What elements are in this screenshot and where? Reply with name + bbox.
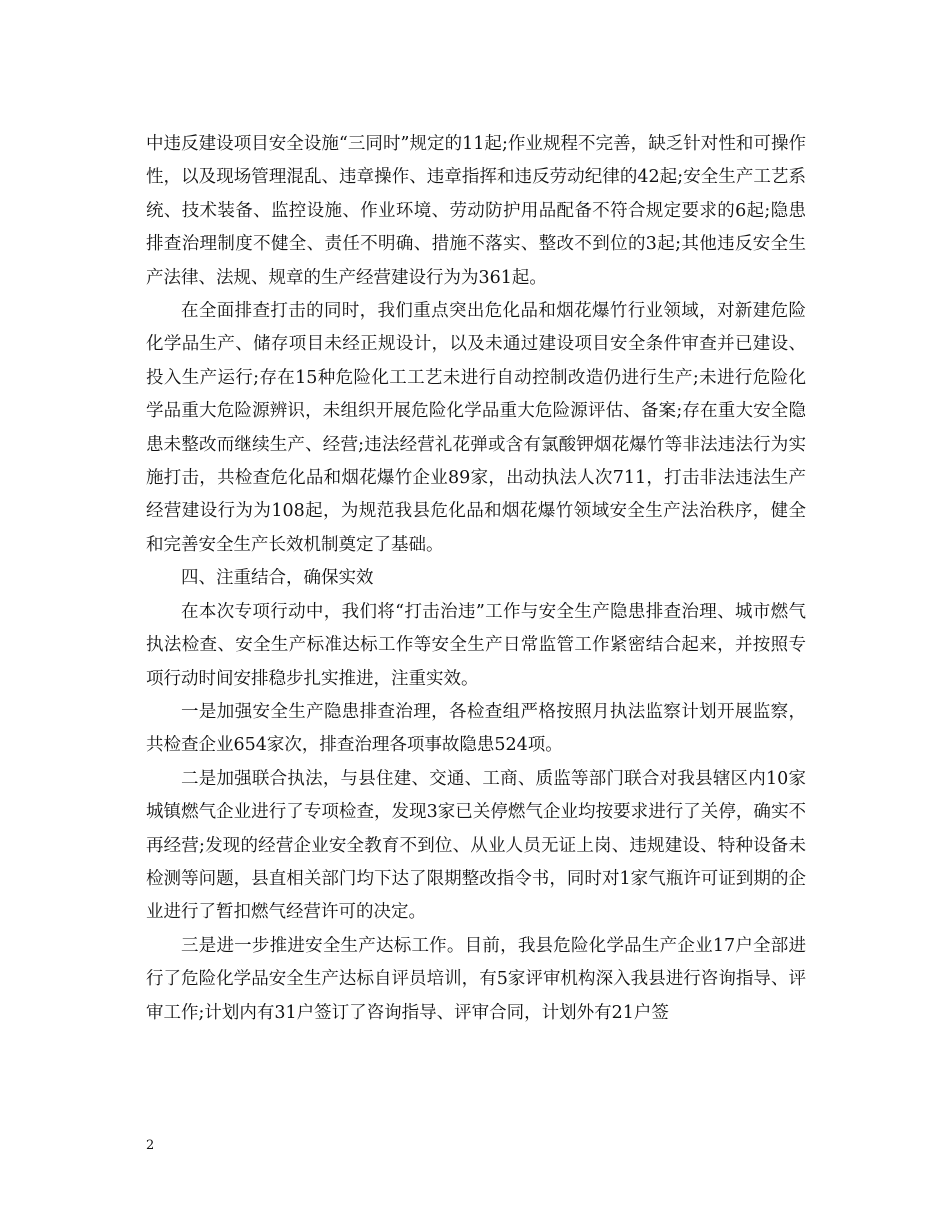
document-body (146, 128, 806, 1030)
section-heading: 四、注重结合，确保实效 (181, 568, 374, 589)
paragraph-4: 一是加强安全生产隐患排查治理，各检查组严格按照月执法监察计划开展监察，共检查企业654家次，排查治理各项事故隐患524项。 (146, 701, 806, 756)
paragraph-3: 在本次专项行动中，我们将“打击治违”工作与安全生产隐患排查治理、城市燃气执法检查、安全生产标准达标工作等安全生产日常监管工作紧密结合起来，并按照专项行动时间安排稳步扎实推进，注重实效。 (146, 601, 806, 689)
paragraph-6: 三是进一步推进安全生产达标工作。目前，我县危险化学品生产企业17户全部进行了危险化学品安全生产达标自评员培训，有5家评审机构深入我县进行咨询指导、评审工作;计划内有31户签订了咨询指导、评审合同，计划外有21户签 (146, 935, 806, 1023)
paragraph-1: 中违反建设项目安全设施“三同时”规定的11起;作业规程不完善，缺乏针对性和可操作性，以及现场管理混乱、违章操作、违章指挥和违反劳动纪律的42起;安全生产工艺系统、技术装备、监控设施、作业环境、劳动防护用品配备不符合规定要求的6起;隐患排查治理制度不健全、责任不明确、措施不落实、整改不到位的3起;其他违反安全生产法律、法规、规章的生产经营建设行为为361起。 (146, 134, 806, 288)
page-number: 2 (146, 1138, 155, 1153)
paragraph-2: 在全面排查打击的同时，我们重点突出危化品和烟花爆竹行业领域，对新建危险化学品生产、储存项目未经正规设计，以及未通过建设项目安全条件审查并已建设、投入生产运行;存在15种危险化工工艺未进行自动控制改造仍进行生产;未进行危险化学品重大危险源辨识，未组织开展危险化学品重大危险源评估、备案;存在重大安全隐患未整改而继续生产、经营;违法经营礼花弹或含有氯酸钾烟花爆竹等非法违法行为实施打击，共检查危化品和烟花爆竹企业89家，出动执法人次711，打击非法违法生产经营建设行为为108起，为规范我县危化品和烟花爆竹领域安全生产法治秩序，健全和完善安全生产长效机制奠定了基础。 (146, 301, 806, 555)
paragraph-5: 二是加强联合执法，与县住建、交通、工商、质监等部门联合对我县辖区内10家城镇燃气企业进行了专项检查，发现3家已关停燃气企业均按要求进行了关停，确实不再经营;发现的经营企业安全教育不到位、从业人员无证上岗、违规建设、特种设备未检测等问题，县直相关部门均下达了限期整改指令书，同时对1家气瓶许可证到期的企业进行了暂扣燃气经营许可的决定。 (146, 768, 806, 923)
